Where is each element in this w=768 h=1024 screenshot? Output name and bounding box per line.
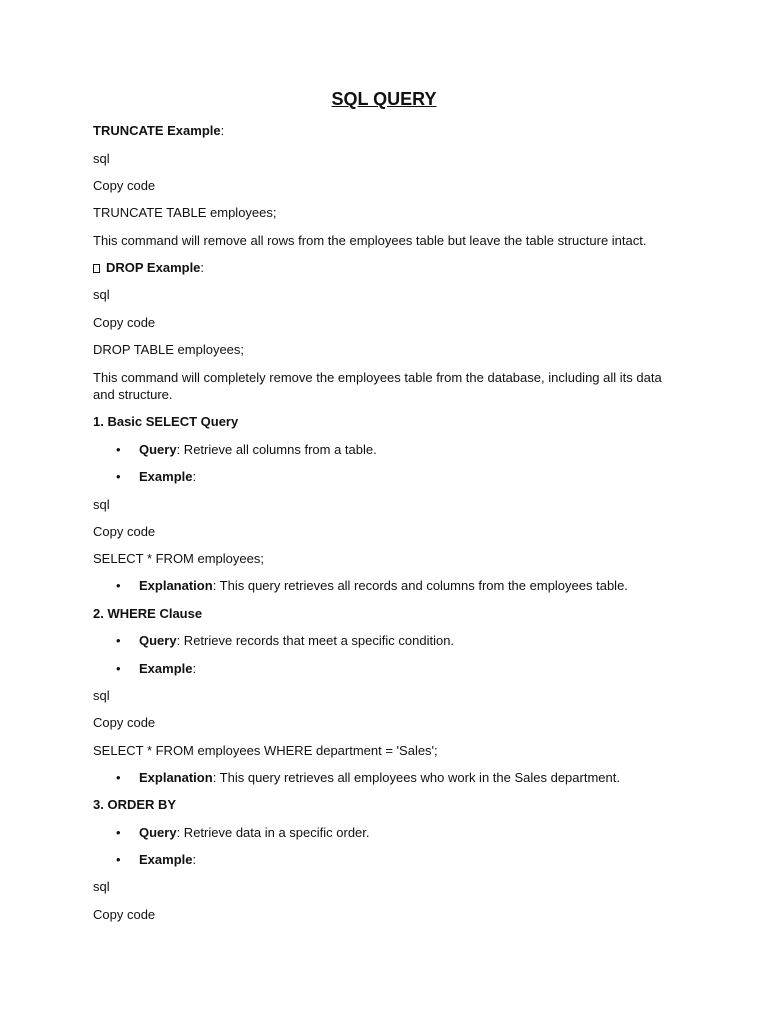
box-icon xyxy=(93,264,100,273)
bullet-marker: • xyxy=(116,852,121,867)
explanation-label: Explanation xyxy=(139,578,213,593)
bullet-marker: • xyxy=(116,661,121,676)
section-2-example xyxy=(139,660,196,677)
section-2-code: SELECT * FROM employees WHERE department = 'Sales'; xyxy=(93,743,438,758)
query-label: Query xyxy=(139,633,177,648)
query-text: : Retrieve data in a specific order. xyxy=(176,825,370,840)
example-suffix: : xyxy=(192,469,197,484)
example-label: Example xyxy=(139,469,193,484)
truncate-description: This command will remove all rows from the employees table but leave the table structure intact. xyxy=(93,233,647,248)
section-1-query xyxy=(139,441,377,458)
explanation-text: : This query retrieves all employees who work in the Sales department. xyxy=(212,770,620,785)
drop-heading-label: DROP Example xyxy=(106,260,201,275)
drop-lang-label: sql xyxy=(93,287,110,302)
section-3-copy-code[interactable]: Copy code xyxy=(93,907,156,922)
drop-copy-code[interactable]: Copy code xyxy=(93,315,156,330)
section-1-example xyxy=(139,468,196,485)
truncate-heading-label: TRUNCATE Example xyxy=(93,123,221,138)
bullet-marker: • xyxy=(116,578,121,593)
section-2-explanation xyxy=(139,769,620,786)
explanation-text: : This query retrieves all records and columns from the employees table. xyxy=(212,578,628,593)
section-1-heading: 1. Basic SELECT Query xyxy=(93,414,239,429)
section-2-copy-code[interactable]: Copy code xyxy=(93,715,156,730)
truncate-heading xyxy=(93,122,683,139)
bullet-marker: • xyxy=(116,442,121,457)
example-label: Example xyxy=(139,661,193,676)
section-3-query xyxy=(139,824,370,841)
truncate-heading-suffix: : xyxy=(220,123,225,138)
example-suffix: : xyxy=(192,852,197,867)
example-label: Example xyxy=(139,852,193,867)
bullet-marker: • xyxy=(116,770,121,785)
section-3-heading: 3. ORDER BY xyxy=(93,797,177,812)
section-1-copy-code[interactable]: Copy code xyxy=(93,524,156,539)
truncate-copy-code[interactable]: Copy code xyxy=(93,178,156,193)
explanation-label: Explanation xyxy=(139,770,213,785)
query-text: : Retrieve all columns from a table. xyxy=(176,442,377,457)
section-2-heading: 2. WHERE Clause xyxy=(93,606,203,621)
page-title: SQL QUERY xyxy=(331,89,437,109)
query-label: Query xyxy=(139,825,177,840)
section-1-lang-label: sql xyxy=(93,497,110,512)
section-2-query xyxy=(139,632,454,649)
query-label: Query xyxy=(139,442,177,457)
example-suffix: : xyxy=(192,661,197,676)
section-1-code: SELECT * FROM employees; xyxy=(93,551,264,566)
section-3-example xyxy=(139,851,196,868)
drop-heading-suffix: : xyxy=(200,260,205,275)
section-1-explanation xyxy=(139,577,628,594)
truncate-lang-label: sql xyxy=(93,151,110,166)
drop-description: This command will completely remove the employees table from the database, including all its data and structure. xyxy=(93,370,662,402)
bullet-marker: • xyxy=(116,633,121,648)
section-2-lang-label: sql xyxy=(93,688,110,703)
truncate-code: TRUNCATE TABLE employees; xyxy=(93,205,277,220)
bullet-marker: • xyxy=(116,469,121,484)
bullet-marker: • xyxy=(116,825,121,840)
drop-heading xyxy=(93,259,683,276)
section-3-lang-label: sql xyxy=(93,879,110,894)
drop-code: DROP TABLE employees; xyxy=(93,342,245,357)
query-text: : Retrieve records that meet a specific condition. xyxy=(176,633,455,648)
